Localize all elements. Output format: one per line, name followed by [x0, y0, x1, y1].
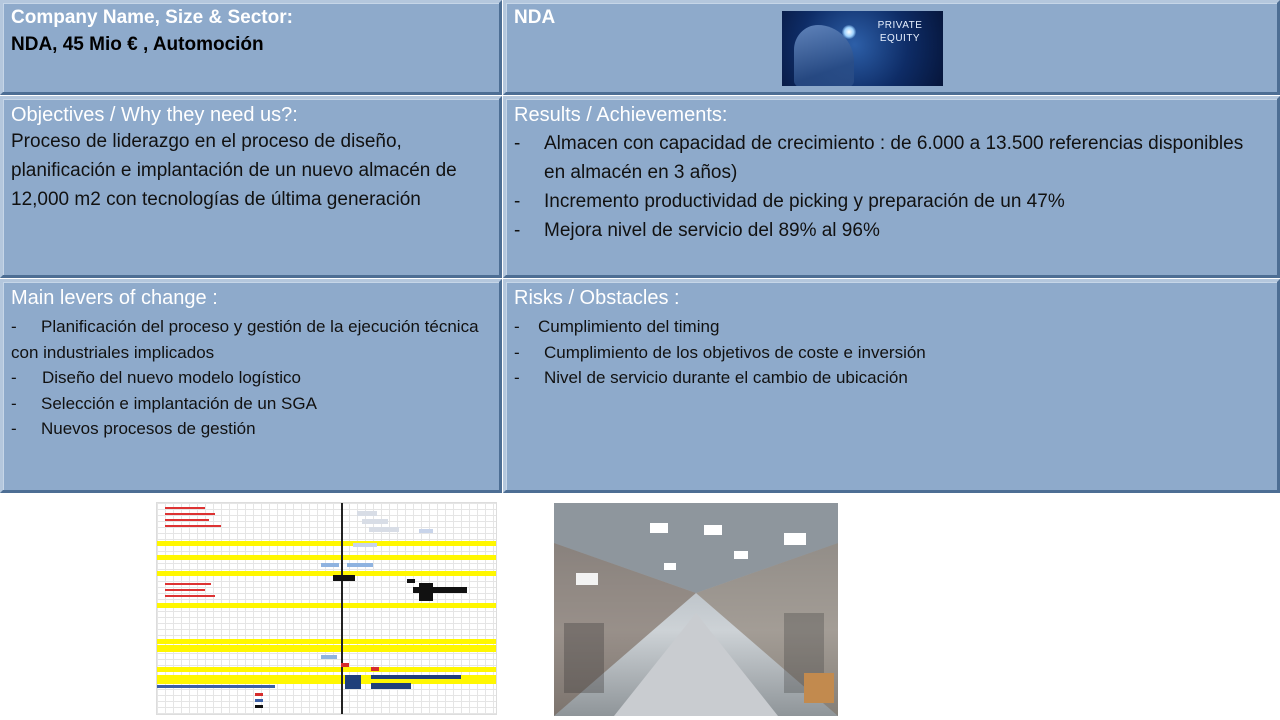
results-heading: Results / Achievements:: [514, 104, 728, 126]
private-equity-logo: [782, 11, 943, 86]
list-item: - Incremento productividad de picking y preparación de un 47%: [514, 191, 1065, 212]
list-item: - Diseño del nuevo modelo logístico: [11, 368, 301, 387]
risks-list: [514, 314, 1269, 391]
list-item: - Nuevos procesos de gestión: [11, 419, 256, 438]
risks-cell: [503, 279, 1280, 493]
logo-text-line-1: PRIVATE: [877, 20, 923, 31]
results-cell: [503, 96, 1280, 278]
company-value: NDA, 45 Mio € , Automoción: [11, 34, 264, 55]
list-item: - Nivel de servicio durante el cambio de ubicación: [514, 368, 908, 387]
list-item: - Mejora nivel de servicio del 89% al 96%: [514, 220, 880, 241]
list-item: - Planificación del proceso y gestión de la ejecución técnica con industriales implicados: [11, 317, 479, 362]
objectives-cell: [0, 96, 502, 278]
company-heading: Company Name, Size & Sector:: [11, 7, 293, 28]
list-item: - Cumplimiento de los objetivos de coste e inversión: [514, 342, 926, 362]
company-cell: [0, 0, 502, 95]
list-item: - Almacen con capacidad de crecimiento : de 6.000 a 13.500 referencias disponibles en almacén en 3 años): [514, 133, 1244, 183]
objectives-text: Proceso de liderazgo en el proceso de diseño, planificación e implantación de un nuevo almacén de 12,000 m2 con tecnologías de última generación: [11, 131, 457, 210]
list-item: - Selección e implantación de un SGA: [11, 393, 317, 413]
list-item: - Cumplimiento del timing: [514, 317, 720, 336]
logo-text: [862, 19, 938, 45]
gantt-chart-image: [156, 502, 497, 715]
warehouse-illustration: [554, 503, 838, 716]
levers-cell: [0, 279, 502, 493]
client-label: NDA: [514, 7, 556, 28]
levers-heading: Main levers of change :: [11, 287, 218, 309]
warehouse-photo: [554, 503, 838, 716]
levers-list: [11, 314, 491, 442]
logo-text-line-2: EQUITY: [879, 33, 921, 44]
risks-heading: Risks / Obstacles :: [514, 287, 680, 309]
results-list: [514, 129, 1269, 245]
objectives-heading: Objectives / Why they need us?:: [11, 104, 298, 126]
glow-icon: [842, 25, 856, 39]
